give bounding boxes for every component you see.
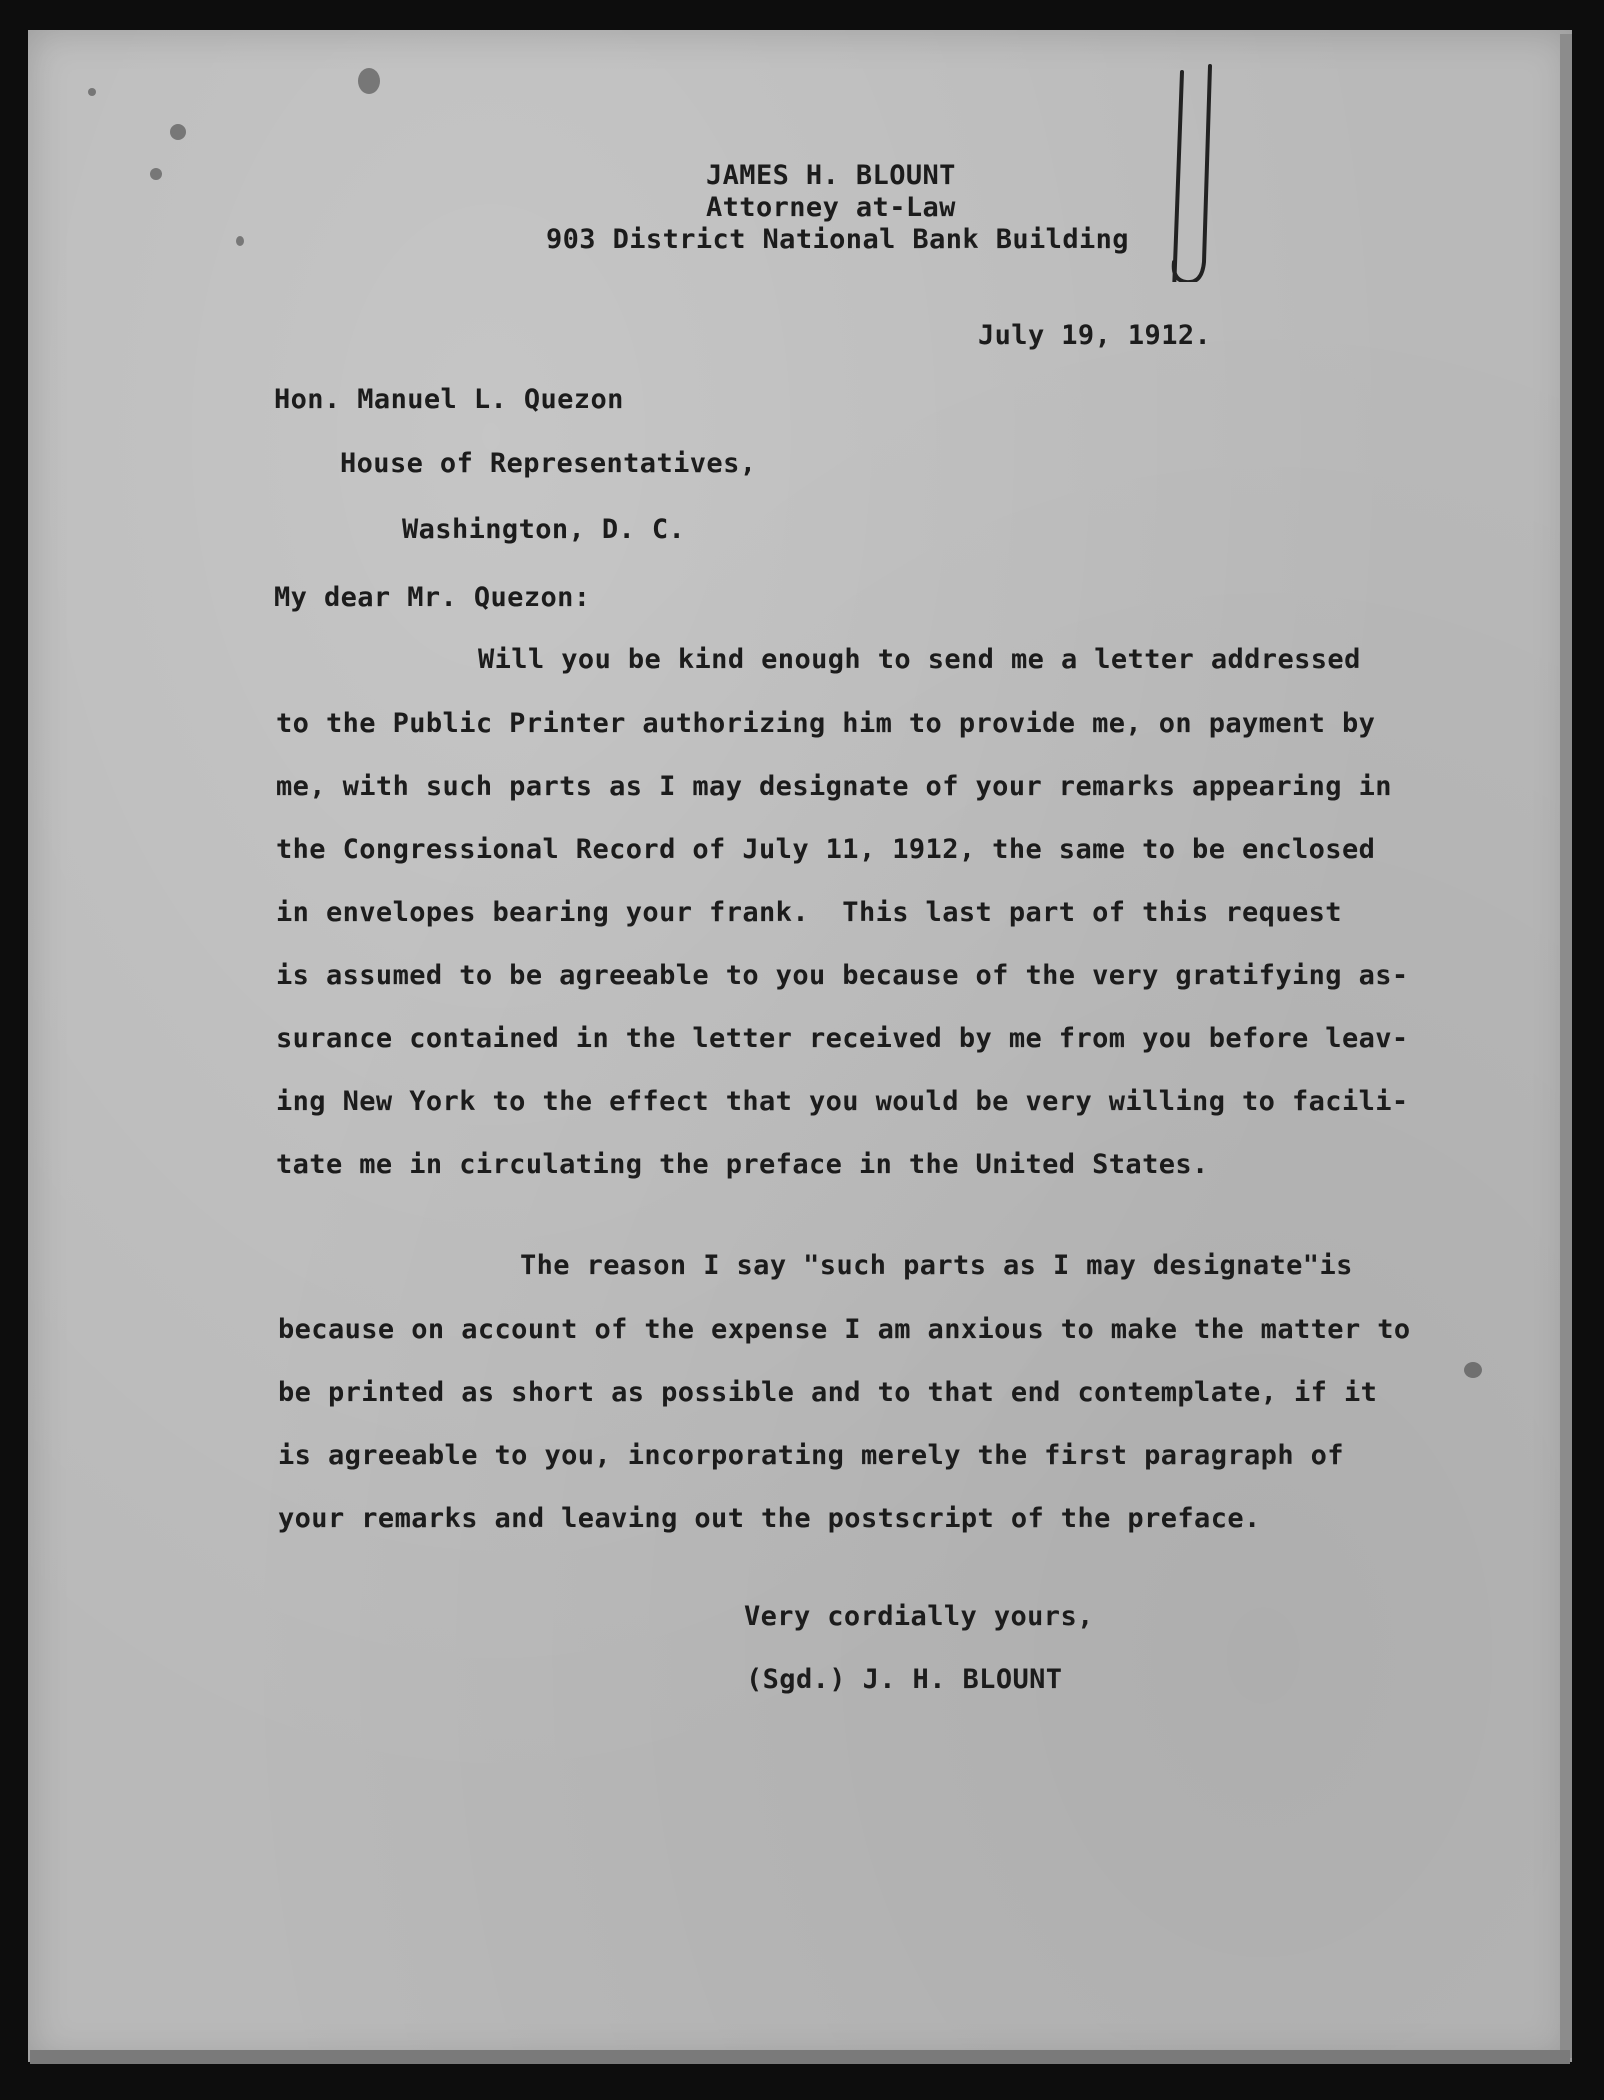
paragraph-line: Will you be kind enough to send me a letter addressed — [478, 644, 1361, 675]
letterhead-title: Attorney at-Law — [706, 192, 956, 223]
recipient-office: House of Representatives, — [340, 448, 757, 479]
paragraph-line: is agreeable to you, incorporating merely the first paragraph of — [278, 1440, 1344, 1471]
signature: (Sgd.) J. H. BLOUNT — [746, 1664, 1063, 1695]
paragraph-line: tate me in circulating the preface in the United States. — [276, 1149, 1209, 1180]
salutation: My dear Mr. Quezon: — [274, 582, 591, 613]
paragraph-line: the Congressional Record of July 11, 1912, the same to be enclosed — [276, 834, 1376, 865]
paragraph-line: in envelopes bearing your frank. This last part of this request — [276, 897, 1342, 928]
paragraph-line: The reason I say "such parts as I may designate"is — [520, 1250, 1353, 1281]
paragraph-line: be printed as short as possible and to that end contemplate, if it — [278, 1377, 1378, 1408]
letter-date: July 19, 1912. — [978, 320, 1212, 351]
closing: Very cordially yours, — [744, 1601, 1094, 1632]
paragraph-line: ing New York to the effect that you would be very willing to facili- — [276, 1086, 1409, 1117]
letterhead-name: JAMES H. BLOUNT — [706, 160, 956, 191]
recipient-name: Hon. Manuel L. Quezon — [274, 384, 624, 415]
paragraph-line: surance contained in the letter received by me from you before leav- — [276, 1023, 1409, 1054]
paragraph-line: is assumed to be agreeable to you because of the very gratifying as- — [276, 960, 1409, 991]
paragraph-line: me, with such parts as I may designate of your remarks appearing in — [276, 771, 1392, 802]
paragraph-line: because on account of the expense I am anxious to make the matter to — [278, 1314, 1411, 1345]
paragraph-line: your remarks and leaving out the postscript of the preface. — [278, 1503, 1261, 1534]
paragraph-line: to the Public Printer authorizing him to provide me, on payment by — [276, 708, 1376, 739]
recipient-city: Washington, D. C. — [402, 514, 686, 545]
letterhead-address: 903 District National Bank Building — [546, 224, 1129, 255]
